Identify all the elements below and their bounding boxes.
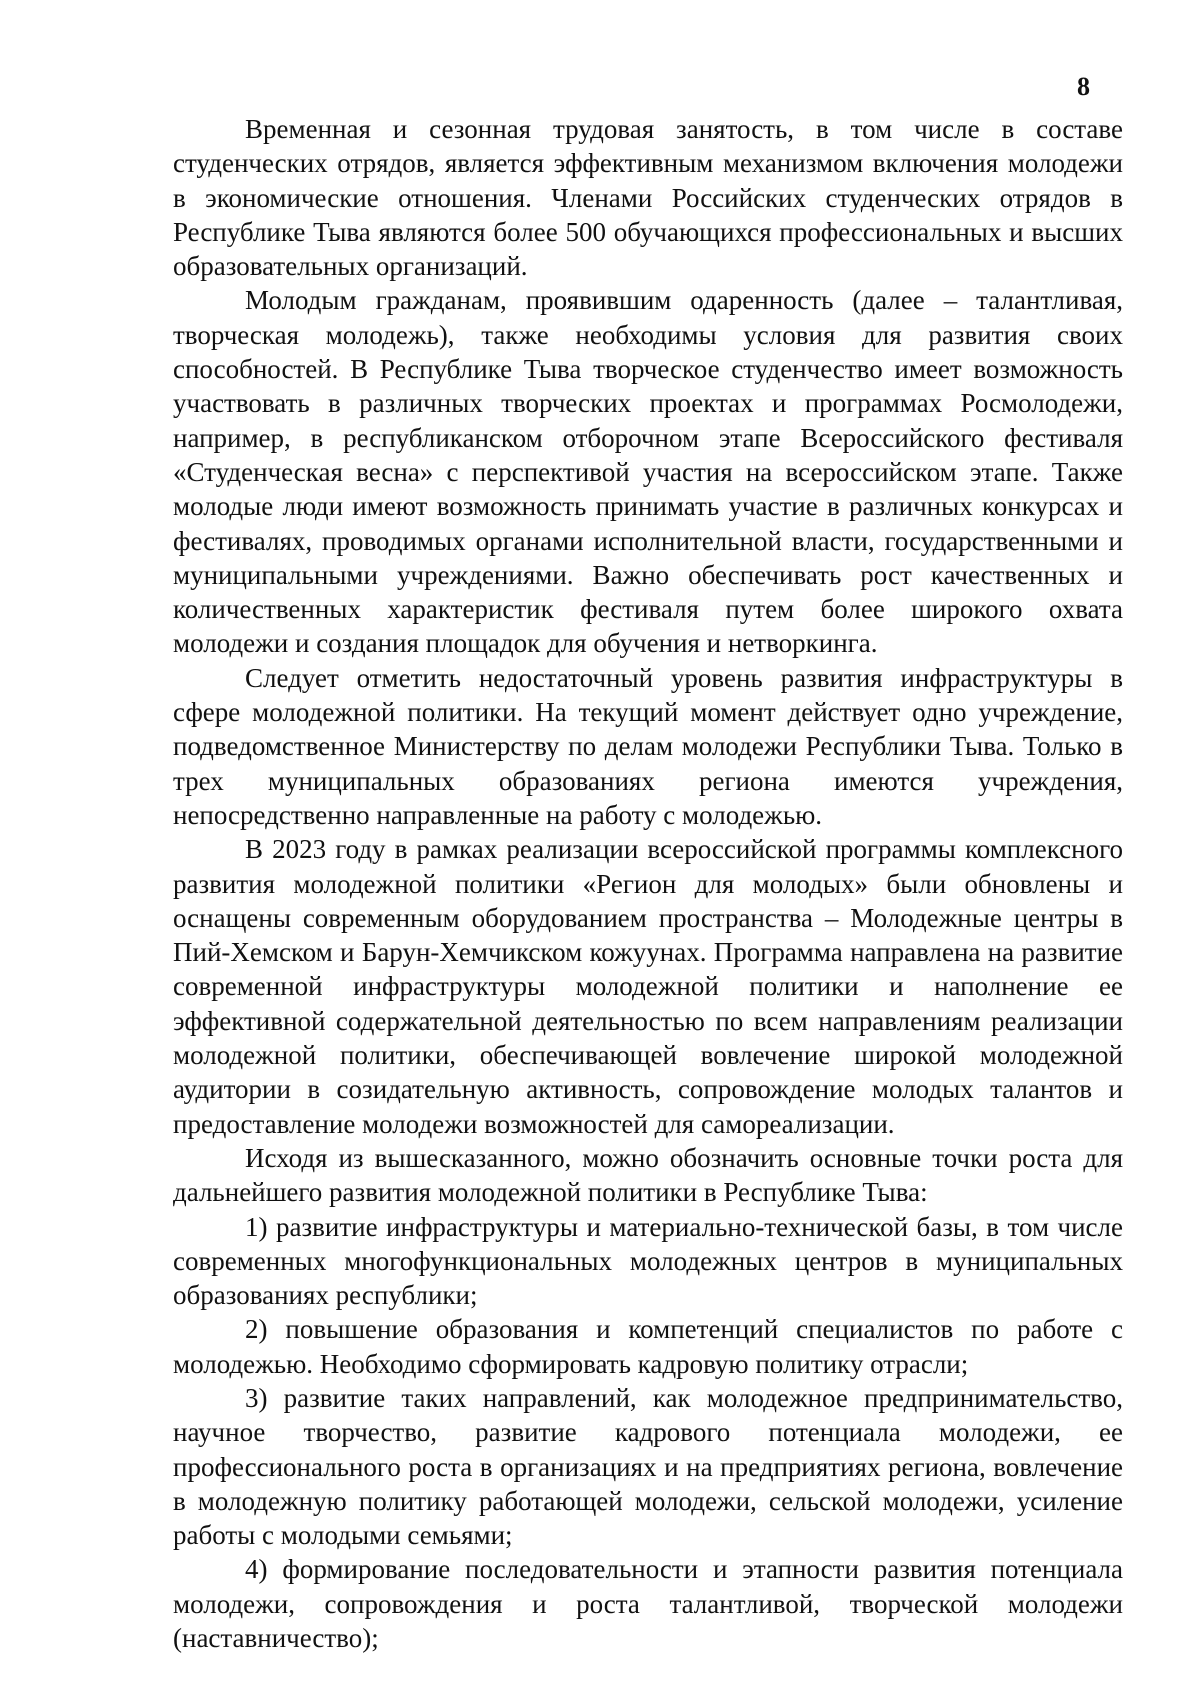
list-item-specialists: 2) повышение образования и компетенций специалистов по работе с молодежью. Необходимо сформировать кадровую политику отрасли; [173, 1314, 1123, 1379]
paragraph-infrastructure: Следует отметить недостаточный уровень развития инфраструктуры в сфере молодежной политики. На текущий момент действует одно учреждение, подведомственное Министерству по делам молодежи Республики Тыва. Только в трех муниципальных образованиях региона имеются учреждения, непосредственно направленные на работу с молодежью. [173, 662, 1123, 830]
document-body [173, 112, 1123, 1655]
paragraph-talented-youth: Молодым гражданам, проявившим одаренность (далее – талантливая, творческая молодежь), также необходимы условия для развития своих способностей. В Республике Тыва творческое студенчество имеет возможность участвовать в различных творческих проектах и программах Росмолодежи, например, в республиканском отборочном этапе Всероссийского фестиваля «Студенческая весна» с перспективой участия на всероссийском этапе. Также молодые люди имеют возможность принимать участие в различных конкурсах и фестивалях, проводимых органами исполнительной власти, государственными и муниципальными учреждениями. Важно обеспечивать рост качественных и количественных характеристик фестиваля путем более широкого охвата молодежи и создания площадок для обучения и нетворкинга. [173, 285, 1123, 659]
paragraph-region-program: В 2023 году в рамках реализации всероссийской программы комплексного развития молодежной политики «Регион для молодых» были обновлены и оснащены современным оборудованием пространства – Молодежные центры в Пий-Хемском и Барун-Хемчикском кожуунах. Программа направлена на развитие современной инфраструктуры молодежной политики и наполнение ее эффективной содержательной деятельностью по всем направлениям реализации молодежной политики, обеспечивающей вовлечение широкой молодежной аудитории в созидательную активность, сопровождение молодых талантов и предоставление молодежи возможностей для самореализации. [173, 834, 1123, 1139]
paragraph-student-teams: Временная и сезонная трудовая занятость, в том числе в составе студенческих отрядов, является эффективным механизмом включения молодежи в экономические отношения. Членами Российских студенческих отрядов в Республике Тыва являются более 500 обучающихся профессиональных и высших образовательных организаций. [173, 114, 1123, 282]
paragraph-growth-points-intro: Исходя из вышесказанного, можно обозначить основные точки роста для дальнейшего развития молодежной политики в Республике Тыва: [173, 1142, 1123, 1208]
list-item-directions: 3) развитие таких направлений, как молодежное предпринимательство, научное творчество, развитие кадрового потенциала молодежи, ее профессионального роста в организациях и на предприятиях региона, вовлечение в молодежную политику работающей молодежи, сельской молодежи, усиление работы с молодыми семьями; [173, 1382, 1123, 1551]
list-item-mentorship: 4) формирование последовательности и этапности развития потенциала молодежи, сопровождения и роста талантливой, творческой молодежи (наставничество); [173, 1554, 1123, 1654]
page-number: 8 [1077, 72, 1090, 101]
list-item-infrastructure: 1) развитие инфраструктуры и материально-технической базы, в том числе современных многофункциональных молодежных центров в муниципальных образованиях республики; [173, 1211, 1123, 1311]
